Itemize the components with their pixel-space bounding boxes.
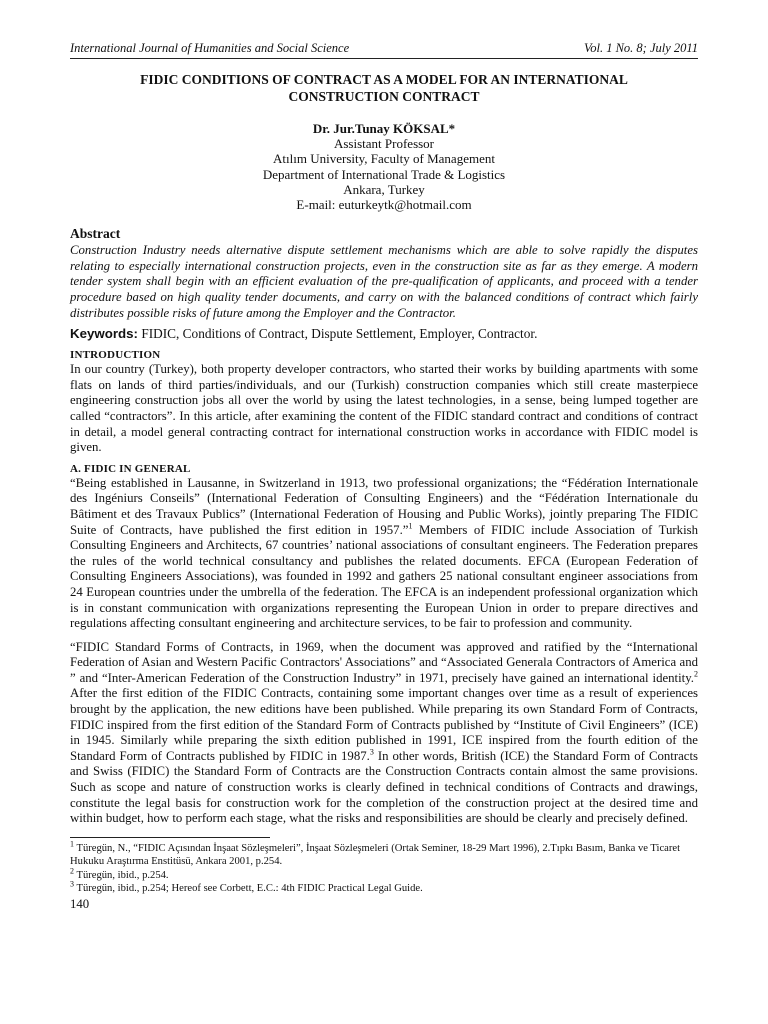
abstract-text: Construction Industry needs alternative dispute settlement mechanisms which are able to solve rapidly the disputes relating to especially international construction projects, even in the construction site as far as they emerge. A modern tender system shall begin with an efficient evaluation of the pre-qualification of applicants, and proceed with a tender procedure based on high quality tender documents, and carry on with the balanced conditions of contract which fairly distributes possible risks of future among the Employer and the Contractor.: [70, 243, 698, 320]
journal-page: [70, 40, 698, 912]
footnote-2-text: Türegün, ibid., p.254.: [76, 869, 169, 881]
footnote-3-num: 3: [70, 879, 74, 889]
keywords: [70, 326, 698, 342]
section-a-paragraph-2: [70, 640, 698, 827]
p1-text-1: “Being established in Lausanne, in Switzerland in 1913, two professional organizations; the “Fédération Internationale des Ingéniurs Conseils” (International Federation of Consulting Engineers) and the “Fédération Internationale du Bâtiment et des Travaux Publics” (International Federation of Housing and Public Works), jointly preparing The FIDIC Suite of Contracts, have published the first edition in 1957.”: [70, 475, 698, 537]
author-name: Dr. Jur.Tunay KÖKSAL*: [312, 121, 456, 136]
author-block: [70, 121, 698, 212]
footnote-ref-3: 3: [369, 747, 374, 757]
running-header: [70, 40, 698, 56]
section-a-heading: A. FIDIC IN GENERAL: [70, 462, 191, 475]
title-line-1: FIDIC CONDITIONS OF CONTRACT AS A MODEL FOR AN INTERNATIONAL: [140, 72, 628, 87]
journal-name: International Journal of Humanities and Social Science: [70, 41, 350, 55]
author-city: Ankara, Turkey: [343, 181, 425, 197]
volume-info: Vol. 1 No. 8; July 2011: [584, 41, 698, 55]
title-line-2: CONSTRUCTION CONTRACT: [288, 89, 480, 104]
p1-text-2: Members of FIDIC include Association of Turkish Consulting Engineers and Architects, 67 countries’ national associations of consultant engineers. The Federation prepares the rules of the world technical consultancy and publishes the related documents. EFCA (European Federation of Consulting Engineers Associations), was founded in 1992 and gathers 25 national consultant engineer associations from 24 European countries under the umbrella of the federation. The EFCA is an independent professional organization which is in constant communication with organizations representing the European Union in order to prepare directives and regulations affecting consultant engineering and architecture services, to be fair to profession and community.: [70, 522, 698, 631]
introduction-text: In our country (Turkey), both property developer contractors, who started their works by building apartments with some flats on lands of third parties/individuals, and our (Turkish) construction companies which still create masterpiece engineering construction jobs all over the world by using the latest technologies, in a sense, being lumped together are called “contractors”. In this article, after examining the content of the FIDIC standard contract and conditions of contract in detail, a model general contracting contract for international construction works in accordance with FIDIC model is given.: [70, 362, 698, 455]
footnote-ref-1: 1: [408, 521, 413, 531]
footnote-1: [70, 839, 698, 869]
footnote-3-text: Türegün, ibid., p.254; Hereof see Corbett, E.C.: 4th FIDIC Practical Legal Guide.: [76, 883, 423, 895]
paper-title: [70, 71, 698, 105]
header-rule: [70, 58, 698, 59]
keywords-text: FIDIC, Conditions of Contract, Dispute Settlement, Employer, Contractor.: [141, 326, 538, 342]
keywords-label: Keywords:: [70, 326, 138, 342]
footnote-3: [70, 879, 698, 895]
p2-text-1: “FIDIC Standard Forms of Contracts, in 1969, when the document was approved and ratified by the “International Federation of Asian and Western Pacific Contractors' Associations” and “Associated Generala Contractors of America and ” and “Inter-American Federation of the Construction Industry” in 1971, precisely have gained an international identity.: [70, 639, 698, 685]
author-position: Assistant Professor: [333, 136, 435, 152]
footnote-ref-2: 2: [694, 669, 698, 679]
page-number: 140: [70, 897, 90, 912]
p2-text-2: After the first edition of the FIDIC Contracts, containing some important changes over time as a result of experiences brought by the application, the new editions have been published. While preparing its own Standard Form of Contracts, FIDIC inspired from the first edition of the Standard Form of Contracts published by “Institute of Civil Engineers” (ICE) in 1945. Similarly while preparing the sixth edition published in 1991, ICE inspired from the fourth edition of the Standard Form of Contracts published by FIDIC in 1987.: [70, 686, 698, 763]
author-department: Department of International Trade & Logistics: [262, 166, 506, 182]
p2-text-3: In other words, British (ICE) the Standard Form of Contracts and Swiss (FIDIC) the Standard Form of Contracts are the Construction Contracts contain almost the same provisions. Such as scope and nature of construction works is clearly defined in technical conditions of Contracts and drawings, constitute the legal basis for construction work for the completion of the construction project at the desired time and within budget, how to perform each stage, what the risks and responsibilities are should be clearly and precisely defined.: [70, 748, 698, 826]
footnote-1-text: Türegün, N., “FIDIC Açısından İnşaat Sözleşmeleri”, İnşaat Sözleşmeleri (Ortak Seminer, 18-29 Mart 1996), 2.Tıpkı Basım, Banka ve Ticaret Hukuku Araştırma Enstitüsü, Ankara 2001, p.254.: [70, 842, 681, 868]
author-email: E-mail: euturkeytk@hotmail.com: [296, 197, 472, 213]
footnotes: [70, 839, 698, 896]
footnote-2-num: 2: [70, 866, 74, 876]
footnote-2: [70, 866, 698, 882]
footnote-1-num: 1: [70, 839, 74, 849]
section-a-paragraph-1: [70, 476, 698, 632]
author-university: Atılım University, Faculty of Management: [273, 151, 495, 167]
footnote-rule: [70, 837, 270, 838]
abstract-heading: Abstract: [70, 226, 121, 242]
introduction-heading: INTRODUCTION: [70, 349, 161, 362]
